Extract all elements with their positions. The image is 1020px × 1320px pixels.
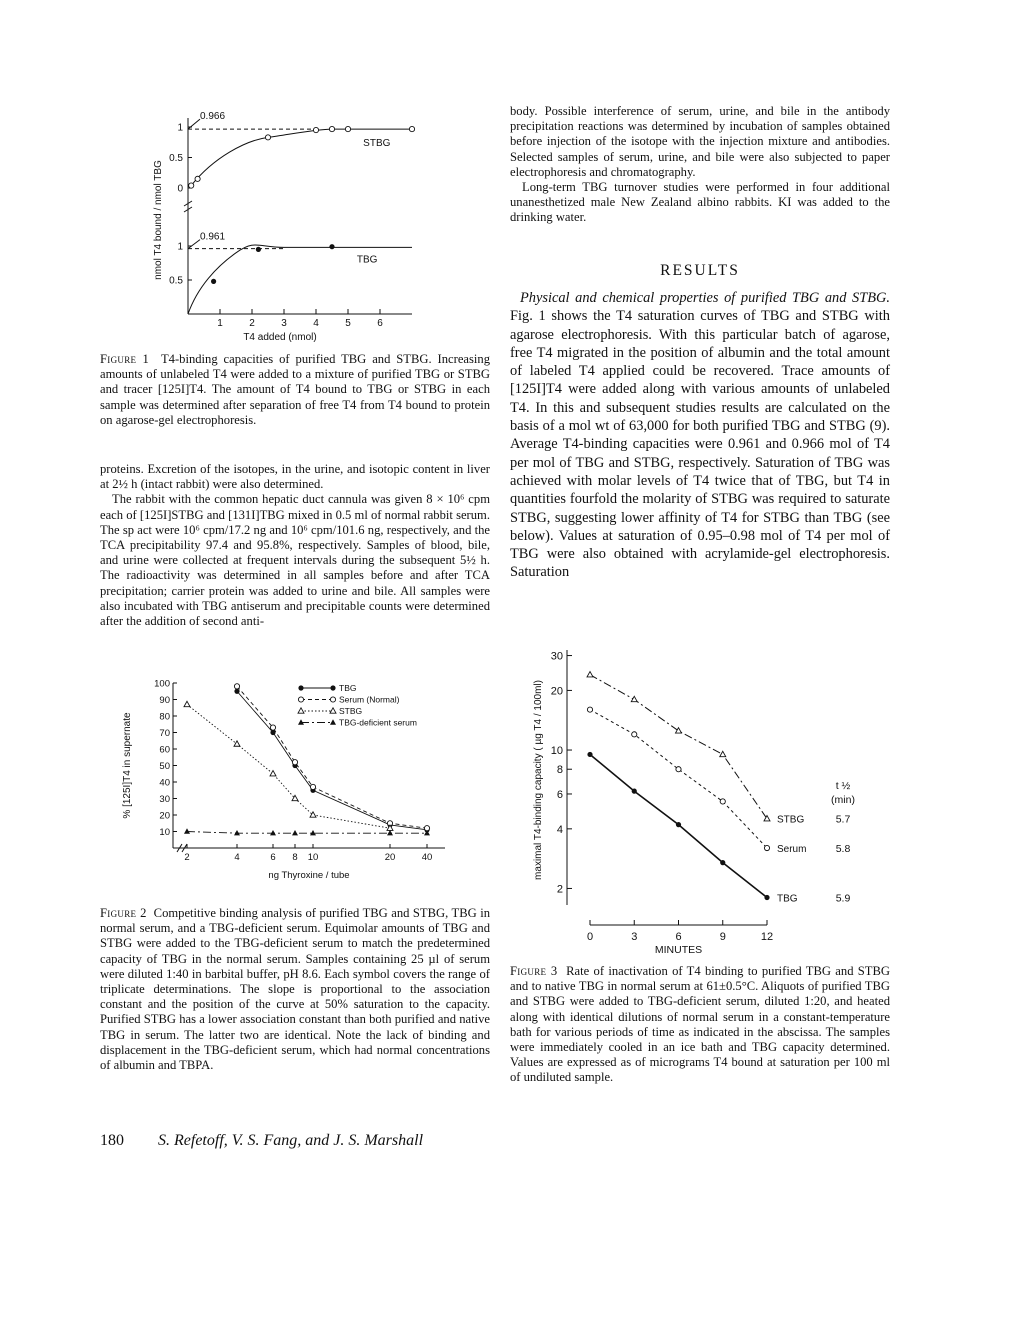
fig3-xtick-label: 9 (719, 931, 726, 943)
fig2-ytick-label: 100 (154, 678, 170, 690)
fig2-xtick-label: 4 (234, 852, 240, 863)
right-top-text (510, 104, 890, 226)
fig3-ytick-label: 20 (550, 685, 563, 698)
fig3-y-axis-label: maximal T4-binding capacity ( µg T4 / 100ml) (533, 680, 544, 880)
figure-1-label: Figure 1 (100, 352, 150, 366)
fig2-x-axis-label: ng Thyroxine / tube (268, 870, 350, 881)
fig2-point (270, 725, 275, 730)
figure-3-label: Figure 3 (510, 964, 558, 978)
fig2-legend-marker (330, 685, 335, 690)
fig3-xtick-label: 3 (631, 931, 638, 943)
fig2-ytick-label: 10 (159, 827, 170, 838)
tbg-point (256, 247, 261, 252)
tbg-saturation-pointer (188, 240, 200, 249)
fig1-xtick-label: 5 (345, 318, 351, 329)
fig2-point (310, 830, 316, 835)
fig1-xtick-label: 2 (249, 318, 255, 329)
fig3-thalf-unit: (min) (831, 794, 855, 806)
fig2-ytick-label: 50 (159, 761, 170, 772)
stbg-point (329, 126, 334, 131)
fig3-series-label: Serum (777, 844, 807, 856)
fig2-legend-marker (298, 685, 303, 690)
results-paragraph: Fig. 1 shows the T4 saturation curves of TBG and STBG with agarose electrophoresis. With this particular batch of agarose, free T4 migrated in the position of albumin and the total amount of labeled T4 applied could be recovered. Trace amounts of [125I]T4 were added along with various amounts of unlabeled T4. In this and subsequent studies results are calculated on the basis of a mol wt of 63,000 for both purified TBG and STBG (9). Average T4-binding capacities were 0.961 and 0.966 mol of T4 per mol of TBG and STBG, respectively. Saturation of TBG was achieved with molar levels of T4 twice that of TBG, but T4 in quantities fourfold the molarity of STBG was required to saturate STBG, suggesting lower affinity of T4 for STBG than TBG (see below). Values at saturation of 0.95–0.98 mol of T4 per mol of TBG were also obtained with acrylamide-gel electrophoresis. Saturation (510, 308, 890, 581)
fig1-xtick-label: 6 (377, 318, 383, 329)
fig2-point (234, 684, 239, 689)
fig1-xtick-label: 3 (281, 318, 287, 329)
fig3-point (720, 799, 725, 804)
right-paragraph-1: body. Possible interference of serum, urine, and bile in the antibody precipitation reactions was determined by incubation of samples obtained before injection of the isotope with the injection mixture and antibodies. Selected samples of serum, urine, and bile were also subjected to paper electrophoresis and chromatography. (510, 104, 890, 179)
figure-2-label: Figure 2 (100, 906, 147, 920)
fig2-point (184, 828, 190, 833)
fig2-legend-label: TBG-deficient serum (339, 717, 417, 728)
fig3-point (587, 707, 592, 712)
fig3-point (676, 822, 681, 827)
figure-3-chart (505, 645, 885, 960)
fig2-y-axis-label: % [125I]T4 in supernate (122, 712, 133, 819)
fig3-ytick-label: 8 (556, 764, 563, 777)
fig3-xtick-label: 0 (586, 931, 594, 943)
fig1-ytick-label-lower: 1 (177, 241, 183, 253)
fig2-xtick-label: 40 (421, 852, 433, 863)
fig2-point (310, 784, 315, 789)
figure-3-caption (510, 964, 890, 1086)
results-heading: RESULTS (660, 262, 740, 279)
tbg-curve (188, 245, 412, 314)
left-paragraph-2: The rabbit with the common hepatic duct cannula was given 8 × 10⁶ cpm each of [125I]STBG and [131I]TBG mixed in 0.5 ml of normal rabbit serum. The sp act were 10⁶ cpm/17.2 ng and 10⁶ cpm/101.6 ng, respectively, and the TCA precipitability 97.4 and 95.8%, respectively. Samples of blood, bile, and urine were collected at frequent intervals during the subsequent 5½ h. The radioactivity was determined in all samples before and after TCA precipitation; carrier protein was added to urine and bile. All samples were also incubated with TBG antiserum and precipitable counts were determined after the addition of second anti- (100, 492, 490, 629)
fig3-thalf-header: t ½ (835, 780, 851, 792)
fig2-ytick-label: 60 (159, 744, 170, 756)
fig2-legend-label: STBG (339, 706, 363, 716)
fig2-point (292, 830, 298, 835)
fig3-xtick-label: 6 (675, 931, 682, 943)
tbg-point (329, 244, 334, 249)
fig3-ytick-label: 6 (556, 788, 563, 801)
fig3-series-label: TBG (777, 893, 798, 905)
fig2-point (234, 689, 239, 694)
fig2-point (270, 771, 276, 776)
fig3-x-axis-label: MINUTES (654, 944, 703, 956)
left-body-text (100, 462, 490, 629)
stbg-point (195, 176, 200, 181)
fig1-ytick-label-lower: 0.5 (169, 275, 183, 287)
fig3-ytick-label: 30 (550, 650, 563, 663)
fig2-ytick-label: 40 (159, 777, 170, 789)
figure-1-text: T4-binding capacities of purified TBG and STBG. Increasing amounts of unlabeled T4 were added to a mixture of purified TBG or STBG and tracer [125I]T4. The amount of T4 bound to TBG or STBG in each sample was determined after separation of free T4 from T4 bound to protein on agarose-gel electrophoresis. (100, 352, 490, 427)
figure-1-chart (150, 100, 440, 345)
stbg-point (313, 127, 318, 132)
fig2-xtick-label: 8 (292, 852, 298, 863)
fig2-legend-marker (298, 697, 303, 702)
fig3-thalf-value: 5.7 (835, 813, 851, 826)
fig1-x-axis-label: T4 added (nmol) (243, 332, 317, 343)
stbg-saturation-label: 0.966 (200, 111, 226, 123)
left-paragraph-1: proteins. Excretion of the isotopes, in the urine, and isotopic content in liver at 2½ h (intact rabbit) were also determined. (100, 462, 490, 492)
fig3-ytick-label: 10 (550, 745, 563, 758)
fig3-point (632, 732, 637, 737)
fig2-ytick-label: 80 (159, 711, 170, 723)
fig3-point (587, 752, 592, 757)
stbg-point (189, 183, 194, 188)
figure-2-caption (100, 906, 490, 1073)
fig3-point (587, 672, 593, 677)
fig2-point (184, 701, 190, 706)
fig2-series-line (237, 686, 427, 828)
figure-1-caption (100, 352, 490, 428)
fig3-xtick-label: 12 (760, 931, 774, 943)
fig2-ytick-label: 90 (159, 695, 170, 706)
fig2-legend-marker (298, 708, 304, 713)
fig3-point (764, 895, 769, 900)
fig3-point (631, 696, 637, 701)
fig2-xtick-label: 6 (270, 852, 276, 863)
fig3-point (764, 845, 769, 850)
figure-3-text: Rate of inactivation of T4 binding to purified TBG and STBG and to native TBG in normal serum at 61±0.5°C. Aliquots of purified TBG and STBG were added to TBG-deficient serum, diluted 1:20, and heated along with identical dilutions of normal serum in a constant-temperature bath for various periods of time as indicated in the abscissa. The samples were immediately cooled in an ice bath and TBG capacity determined. Values are expressed as of micrograms T4 bound at saturation per 100 ml of undiluted sample. (510, 964, 890, 1085)
fig3-thalf-value: 5.8 (835, 843, 851, 856)
footer-authors: S. Refetoff, V. S. Fang, and J. S. Marshall (158, 1132, 424, 1149)
fig2-ytick-label: 70 (159, 728, 170, 739)
fig2-point (270, 830, 276, 835)
fig2-legend-marker (298, 719, 304, 724)
stbg-point (345, 126, 350, 131)
fig1-ytick-label-upper: 0.5 (169, 153, 183, 164)
fig3-point (720, 751, 726, 756)
fig3-ytick-label: 2 (556, 883, 563, 896)
tbg-saturation-label: 0.961 (200, 231, 226, 243)
fig2-legend-label: Serum (Normal) (339, 694, 400, 705)
fig1-xtick-label: 1 (217, 318, 223, 329)
stbg-series-label: STBG (363, 138, 391, 150)
fig3-point (676, 728, 682, 733)
fig1-xtick-label: 4 (313, 318, 319, 329)
fig2-ytick-label: 20 (159, 810, 170, 822)
fig3-series-line (590, 675, 767, 819)
fig2-xtick-label: 20 (384, 852, 396, 863)
fig2-legend-marker (330, 708, 336, 713)
figure-2-text: Competitive binding analysis of purified TBG and STBG, TBG in normal serum, and a TBG-deficient serum. Equimolar amounts of TBG and STBG were added to the TBG-deficient serum to match the predetermined capacity of TBG in the normal serum. Samples containing 25 µl of serum were diluted 1:40 in barbital buffer, pH 8.6. Each symbol covers the range of triplicate determinations. The slope is proportional to the association constant and the position of the curve at 50% saturation to the capacity. Purified STBG has a lower association constant than both purified and native TBG in serum. The latter two are identical. Note the lack of binding and displacement in the TBG-deficient serum, which had normal concentrations of albumin and TBPA. (100, 906, 490, 1073)
fig2-legend-label: TBG (339, 683, 357, 693)
stbg-point (265, 135, 270, 140)
fig1-ytick-label-upper: 0 (177, 183, 183, 195)
fig2-xtick-label: 10 (307, 852, 319, 863)
results-text (510, 289, 890, 582)
fig3-ytick-label: 4 (556, 823, 563, 836)
fig2-point (234, 830, 240, 835)
right-paragraph-2: Long-term TBG turnover studies were performed in four additional unanesthetized male New Zealand albino rabbits. KI was added to the drinking water. (510, 180, 890, 225)
fig2-legend-marker (330, 697, 335, 702)
page-number: 180 (100, 1132, 124, 1149)
fig1-ytick-label-upper: 1 (177, 122, 183, 134)
stbg-point (409, 126, 414, 131)
page-footer (100, 1132, 423, 1150)
fig3-series-label: STBG (777, 814, 805, 826)
figure-2-chart (115, 678, 455, 896)
fig3-point (676, 767, 681, 772)
fig3-thalf-value: 5.9 (835, 892, 851, 905)
results-subheading: Physical and chemical properties of purified TBG and STBG. (520, 290, 890, 306)
fig2-point (234, 741, 240, 746)
tbg-series-label: TBG (356, 254, 378, 266)
stbg-saturation-pointer (188, 119, 200, 129)
fig3-point (632, 789, 637, 794)
fig2-ytick-label: 30 (159, 794, 170, 805)
fig2-xtick-label: 2 (184, 852, 190, 863)
fig2-legend-marker (330, 719, 336, 724)
tbg-point (211, 279, 216, 284)
fig3-point (720, 860, 725, 865)
fig1-y-axis-label: nmol T4 bound / nmol TBG (153, 160, 164, 280)
fig2-point (292, 760, 297, 765)
